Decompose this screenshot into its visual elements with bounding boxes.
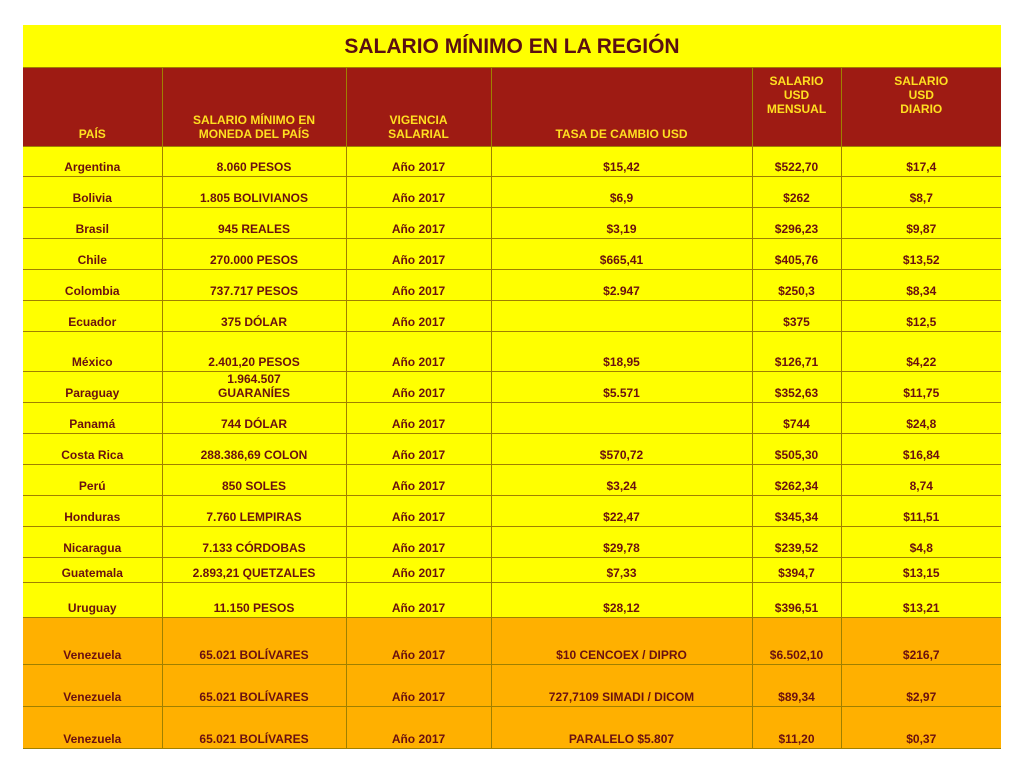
cell-local-salary: 375 DÓLAR	[162, 301, 346, 332]
cell-local-salary: 945 REALES	[162, 208, 346, 239]
cell-usd-daily: 8,74	[841, 465, 1001, 496]
cell-local-salary: 737.717 PESOS	[162, 270, 346, 301]
cell-usd-monthly: $744	[752, 403, 841, 434]
cell-exchange-rate: $665,41	[491, 239, 752, 270]
cell-exchange-rate: $10 CENCOEX / DIPRO	[491, 618, 752, 665]
cell-exchange-rate: $3,24	[491, 465, 752, 496]
cell-local-salary: 65.021 BOLÍVARES	[162, 665, 346, 707]
header-salario-moneda: SALARIO MÍNIMO EN MONEDA DEL PAÍS	[162, 68, 346, 147]
cell-country: Brasil	[23, 208, 162, 239]
cell-local-salary: 744 DÓLAR	[162, 403, 346, 434]
cell-usd-monthly: $250,3	[752, 270, 841, 301]
cell-local-salary: 1.805 BOLIVIANOS	[162, 177, 346, 208]
cell-exchange-rate: $2.947	[491, 270, 752, 301]
cell-usd-monthly: $262	[752, 177, 841, 208]
cell-exchange-rate: 727,7109 SIMADI / DICOM	[491, 665, 752, 707]
cell-validity: Año 2017	[346, 665, 491, 707]
cell-usd-monthly: $239,52	[752, 527, 841, 558]
cell-validity: Año 2017	[346, 465, 491, 496]
table-row	[23, 618, 1001, 665]
cell-country: Paraguay	[23, 372, 162, 403]
cell-country: Colombia	[23, 270, 162, 301]
table-row	[23, 177, 1001, 208]
cell-validity: Año 2017	[346, 434, 491, 465]
table-row	[23, 434, 1001, 465]
cell-usd-monthly: $262,34	[752, 465, 841, 496]
cell-usd-daily: $13,21	[841, 583, 1001, 618]
cell-usd-monthly: $6.502,10	[752, 618, 841, 665]
cell-country: Costa Rica	[23, 434, 162, 465]
cell-usd-monthly: $394,7	[752, 558, 841, 583]
cell-usd-monthly: $352,63	[752, 372, 841, 403]
table-row	[23, 208, 1001, 239]
cell-usd-daily: $13,52	[841, 239, 1001, 270]
cell-usd-monthly: $375	[752, 301, 841, 332]
cell-exchange-rate: $570,72	[491, 434, 752, 465]
header-usd-mensual: SALARIO USD MENSUAL	[752, 68, 841, 147]
cell-validity: Año 2017	[346, 403, 491, 434]
header-usd-diario: SALARIO USD DIARIO	[841, 68, 1001, 147]
cell-validity: Año 2017	[346, 527, 491, 558]
cell-local-salary: 65.021 BOLÍVARES	[162, 707, 346, 749]
cell-usd-daily: $8,34	[841, 270, 1001, 301]
table-row	[23, 583, 1001, 618]
cell-exchange-rate: $6,9	[491, 177, 752, 208]
cell-usd-daily: $0,37	[841, 707, 1001, 749]
table-body	[23, 147, 1001, 749]
cell-validity: Año 2017	[346, 707, 491, 749]
header-row	[23, 68, 1001, 147]
cell-country: Ecuador	[23, 301, 162, 332]
table-row	[23, 558, 1001, 583]
cell-usd-daily: $2,97	[841, 665, 1001, 707]
cell-country: Honduras	[23, 496, 162, 527]
cell-local-salary: 850 SOLES	[162, 465, 346, 496]
cell-local-salary: 2.893,21 QUETZALES	[162, 558, 346, 583]
cell-usd-daily: $9,87	[841, 208, 1001, 239]
cell-exchange-rate: $15,42	[491, 147, 752, 177]
cell-country: Chile	[23, 239, 162, 270]
table-row	[23, 496, 1001, 527]
cell-local-salary: 11.150 PESOS	[162, 583, 346, 618]
table-row	[23, 665, 1001, 707]
cell-country: Bolivia	[23, 177, 162, 208]
table-row	[23, 301, 1001, 332]
cell-usd-monthly: $522,70	[752, 147, 841, 177]
cell-country: Perú	[23, 465, 162, 496]
cell-usd-monthly: $11,20	[752, 707, 841, 749]
cell-validity: Año 2017	[346, 332, 491, 372]
cell-exchange-rate	[491, 301, 752, 332]
cell-local-salary: 2.401,20 PESOS	[162, 332, 346, 372]
cell-usd-daily: $13,15	[841, 558, 1001, 583]
salary-table	[23, 68, 1001, 749]
cell-validity: Año 2017	[346, 558, 491, 583]
header-pais: PAÍS	[23, 68, 162, 147]
cell-local-salary: 288.386,69 COLON	[162, 434, 346, 465]
cell-country: Argentina	[23, 147, 162, 177]
salary-table-sheet	[23, 25, 1001, 749]
cell-local-salary: 270.000 PESOS	[162, 239, 346, 270]
table-row	[23, 465, 1001, 496]
cell-usd-monthly: $89,34	[752, 665, 841, 707]
cell-local-salary: 8.060 PESOS	[162, 147, 346, 177]
cell-validity: Año 2017	[346, 270, 491, 301]
cell-country: Panamá	[23, 403, 162, 434]
cell-validity: Año 2017	[346, 496, 491, 527]
cell-validity: Año 2017	[346, 372, 491, 403]
cell-validity: Año 2017	[346, 583, 491, 618]
table-row	[23, 239, 1001, 270]
cell-country: Uruguay	[23, 583, 162, 618]
cell-exchange-rate: PARALELO $5.807	[491, 707, 752, 749]
cell-validity: Año 2017	[346, 239, 491, 270]
cell-exchange-rate: $18,95	[491, 332, 752, 372]
cell-usd-monthly: $396,51	[752, 583, 841, 618]
cell-usd-daily: $11,51	[841, 496, 1001, 527]
cell-country: México	[23, 332, 162, 372]
table-row	[23, 527, 1001, 558]
cell-usd-daily: $17,4	[841, 147, 1001, 177]
cell-validity: Año 2017	[346, 147, 491, 177]
cell-usd-monthly: $296,23	[752, 208, 841, 239]
cell-local-salary: 7.760 LEMPIRAS	[162, 496, 346, 527]
cell-usd-daily: $216,7	[841, 618, 1001, 665]
table-row	[23, 403, 1001, 434]
cell-exchange-rate: $28,12	[491, 583, 752, 618]
cell-exchange-rate	[491, 403, 752, 434]
cell-exchange-rate: $29,78	[491, 527, 752, 558]
cell-usd-daily: $4,22	[841, 332, 1001, 372]
cell-validity: Año 2017	[346, 208, 491, 239]
cell-usd-daily: $12,5	[841, 301, 1001, 332]
cell-local-salary: 65.021 BOLÍVARES	[162, 618, 346, 665]
cell-validity: Año 2017	[346, 618, 491, 665]
table-row	[23, 147, 1001, 177]
cell-usd-daily: $16,84	[841, 434, 1001, 465]
cell-usd-daily: $24,8	[841, 403, 1001, 434]
cell-country: Guatemala	[23, 558, 162, 583]
cell-validity: Año 2017	[346, 177, 491, 208]
cell-usd-monthly: $126,71	[752, 332, 841, 372]
cell-usd-daily: $4,8	[841, 527, 1001, 558]
cell-local-salary: 1.964.507 GUARANÍES	[162, 372, 346, 403]
table-row	[23, 372, 1001, 403]
cell-country: Nicaragua	[23, 527, 162, 558]
cell-exchange-rate: $3,19	[491, 208, 752, 239]
cell-usd-daily: $11,75	[841, 372, 1001, 403]
table-row	[23, 707, 1001, 749]
cell-country: Venezuela	[23, 707, 162, 749]
cell-usd-daily: $8,7	[841, 177, 1001, 208]
cell-exchange-rate: $7,33	[491, 558, 752, 583]
cell-exchange-rate: $22,47	[491, 496, 752, 527]
cell-exchange-rate: $5.571	[491, 372, 752, 403]
table-row	[23, 270, 1001, 301]
cell-country: Venezuela	[23, 665, 162, 707]
cell-usd-monthly: $505,30	[752, 434, 841, 465]
table-title: SALARIO MÍNIMO EN LA REGIÓN	[23, 25, 1001, 68]
cell-validity: Año 2017	[346, 301, 491, 332]
header-vigencia: VIGENCIA SALARIAL	[346, 68, 491, 147]
cell-local-salary: 7.133 CÓRDOBAS	[162, 527, 346, 558]
header-tasa-cambio: TASA DE CAMBIO USD	[491, 68, 752, 147]
table-row	[23, 332, 1001, 372]
cell-usd-monthly: $405,76	[752, 239, 841, 270]
cell-country: Venezuela	[23, 618, 162, 665]
cell-usd-monthly: $345,34	[752, 496, 841, 527]
